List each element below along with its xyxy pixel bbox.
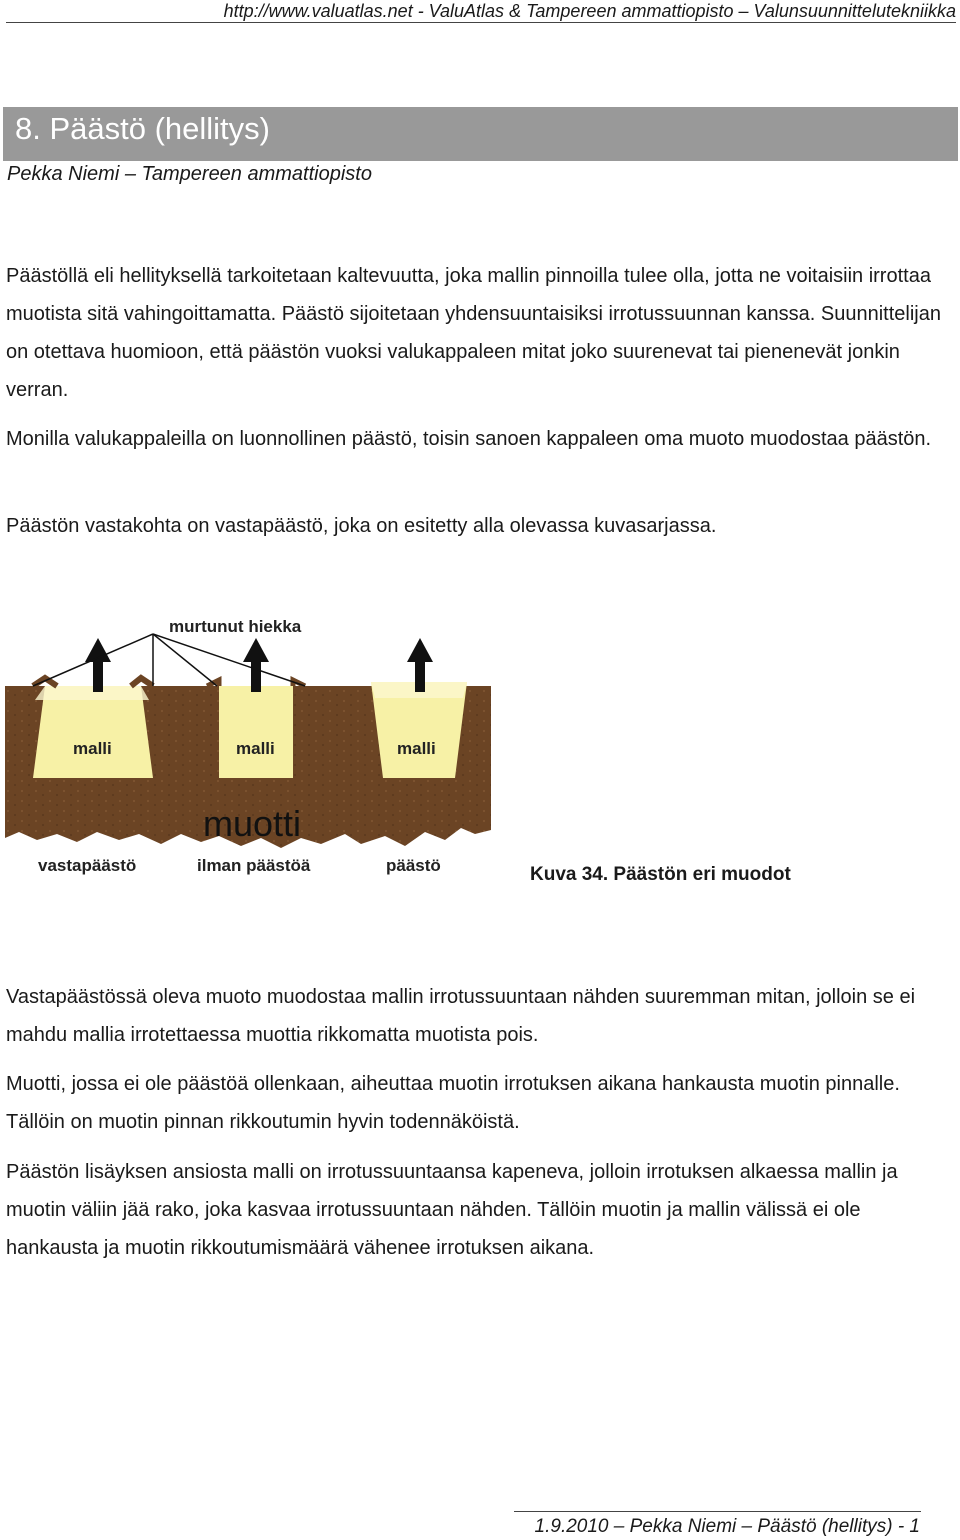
- footer-divider: [514, 1511, 921, 1512]
- author-line: Pekka Niemi – Tampereen ammattiopisto: [7, 163, 372, 185]
- label-draft: päästö: [386, 856, 441, 875]
- section-title: 8. Päästö (hellitys): [15, 111, 270, 146]
- label-mold: muotti: [203, 803, 302, 844]
- paragraph-reverse-draft: Päästön vastakohta on vastapäästö, joka on esitetty alla olevassa kuvasarjassa.: [6, 515, 717, 537]
- label-pattern-left: malli: [73, 739, 112, 758]
- section-title-bar: [3, 107, 958, 161]
- label-reverse-draft: vastapäästö: [38, 856, 137, 875]
- figure-caption: Kuva 34. Päästön eri muodot: [530, 864, 791, 885]
- paragraph-intro: Päästöllä eli hellityksellä tarkoitetaan kaltevuutta, joka mallin pinnoilla tulee olla, jotta ne voitaisiin irrottaa muotista sitä vahingoittamatta. Päästö sijoitetaan yhdensuuntaisiksi irrotussuunnan kanssa. Suunnittelijan on otettava huomioon, että päästön vuoksi valukappaleen mitat joko suurenevat tai pienenevät jonkin verran.: [6, 265, 941, 401]
- pattern-middle: [219, 686, 293, 778]
- label-pattern-right: malli: [397, 739, 436, 758]
- paragraph-no-draft-effect: Muotti, jossa ei ole päästöä ollenkaan, aiheuttaa muotin irrotuksen aikana hankausta muotin pinnalle. Tällöin on muotin pinnan rikkoutumin hyvin todennäköistä.: [6, 1073, 900, 1133]
- paragraph-draft-benefit: Päästön lisäyksen ansiosta malli on irrotussuuntaansa kapeneva, jolloin irrotuksen alkaessa mallin ja muotin väliin jää rako, joka kasvaa irrotussuuntaan nähden. Tällöin muotin ja mallin välissä ei ole hankausta ja muotin rikkoutumismäärä vähenee irrotuksen aikana.: [6, 1161, 898, 1259]
- page-footer: 1.9.2010 – Pekka Niemi – Päästö (hellitys) - 1: [534, 1516, 920, 1537]
- page-header-url: http://www.valuatlas.net - ValuAtlas & Tampereen ammattiopisto – Valunsuunnittelutekniikka: [6, 0, 956, 23]
- label-pattern-middle: malli: [236, 739, 275, 758]
- arrow-middle-icon: [243, 638, 269, 692]
- paragraph-reverse-draft-effect: Vastapäästössä oleva muoto muodostaa mallin irrotussuuntaan nähden suuremman mitan, jolloin se ei mahdu mallia irrotettaessa muottia rikkomatta muotista pois.: [6, 986, 916, 1046]
- label-broken-sand: murtunut hiekka: [169, 617, 302, 636]
- draft-figure: [5, 608, 491, 880]
- draft-illustration: [5, 608, 491, 880]
- label-no-draft: ilman päästöä: [197, 856, 311, 875]
- paragraph-natural-draft: Monilla valukappaleilla on luonnollinen päästö, toisin sanoen kappaleen oma muoto muodostaa päästön.: [6, 428, 932, 450]
- arrow-left-icon: [85, 638, 111, 692]
